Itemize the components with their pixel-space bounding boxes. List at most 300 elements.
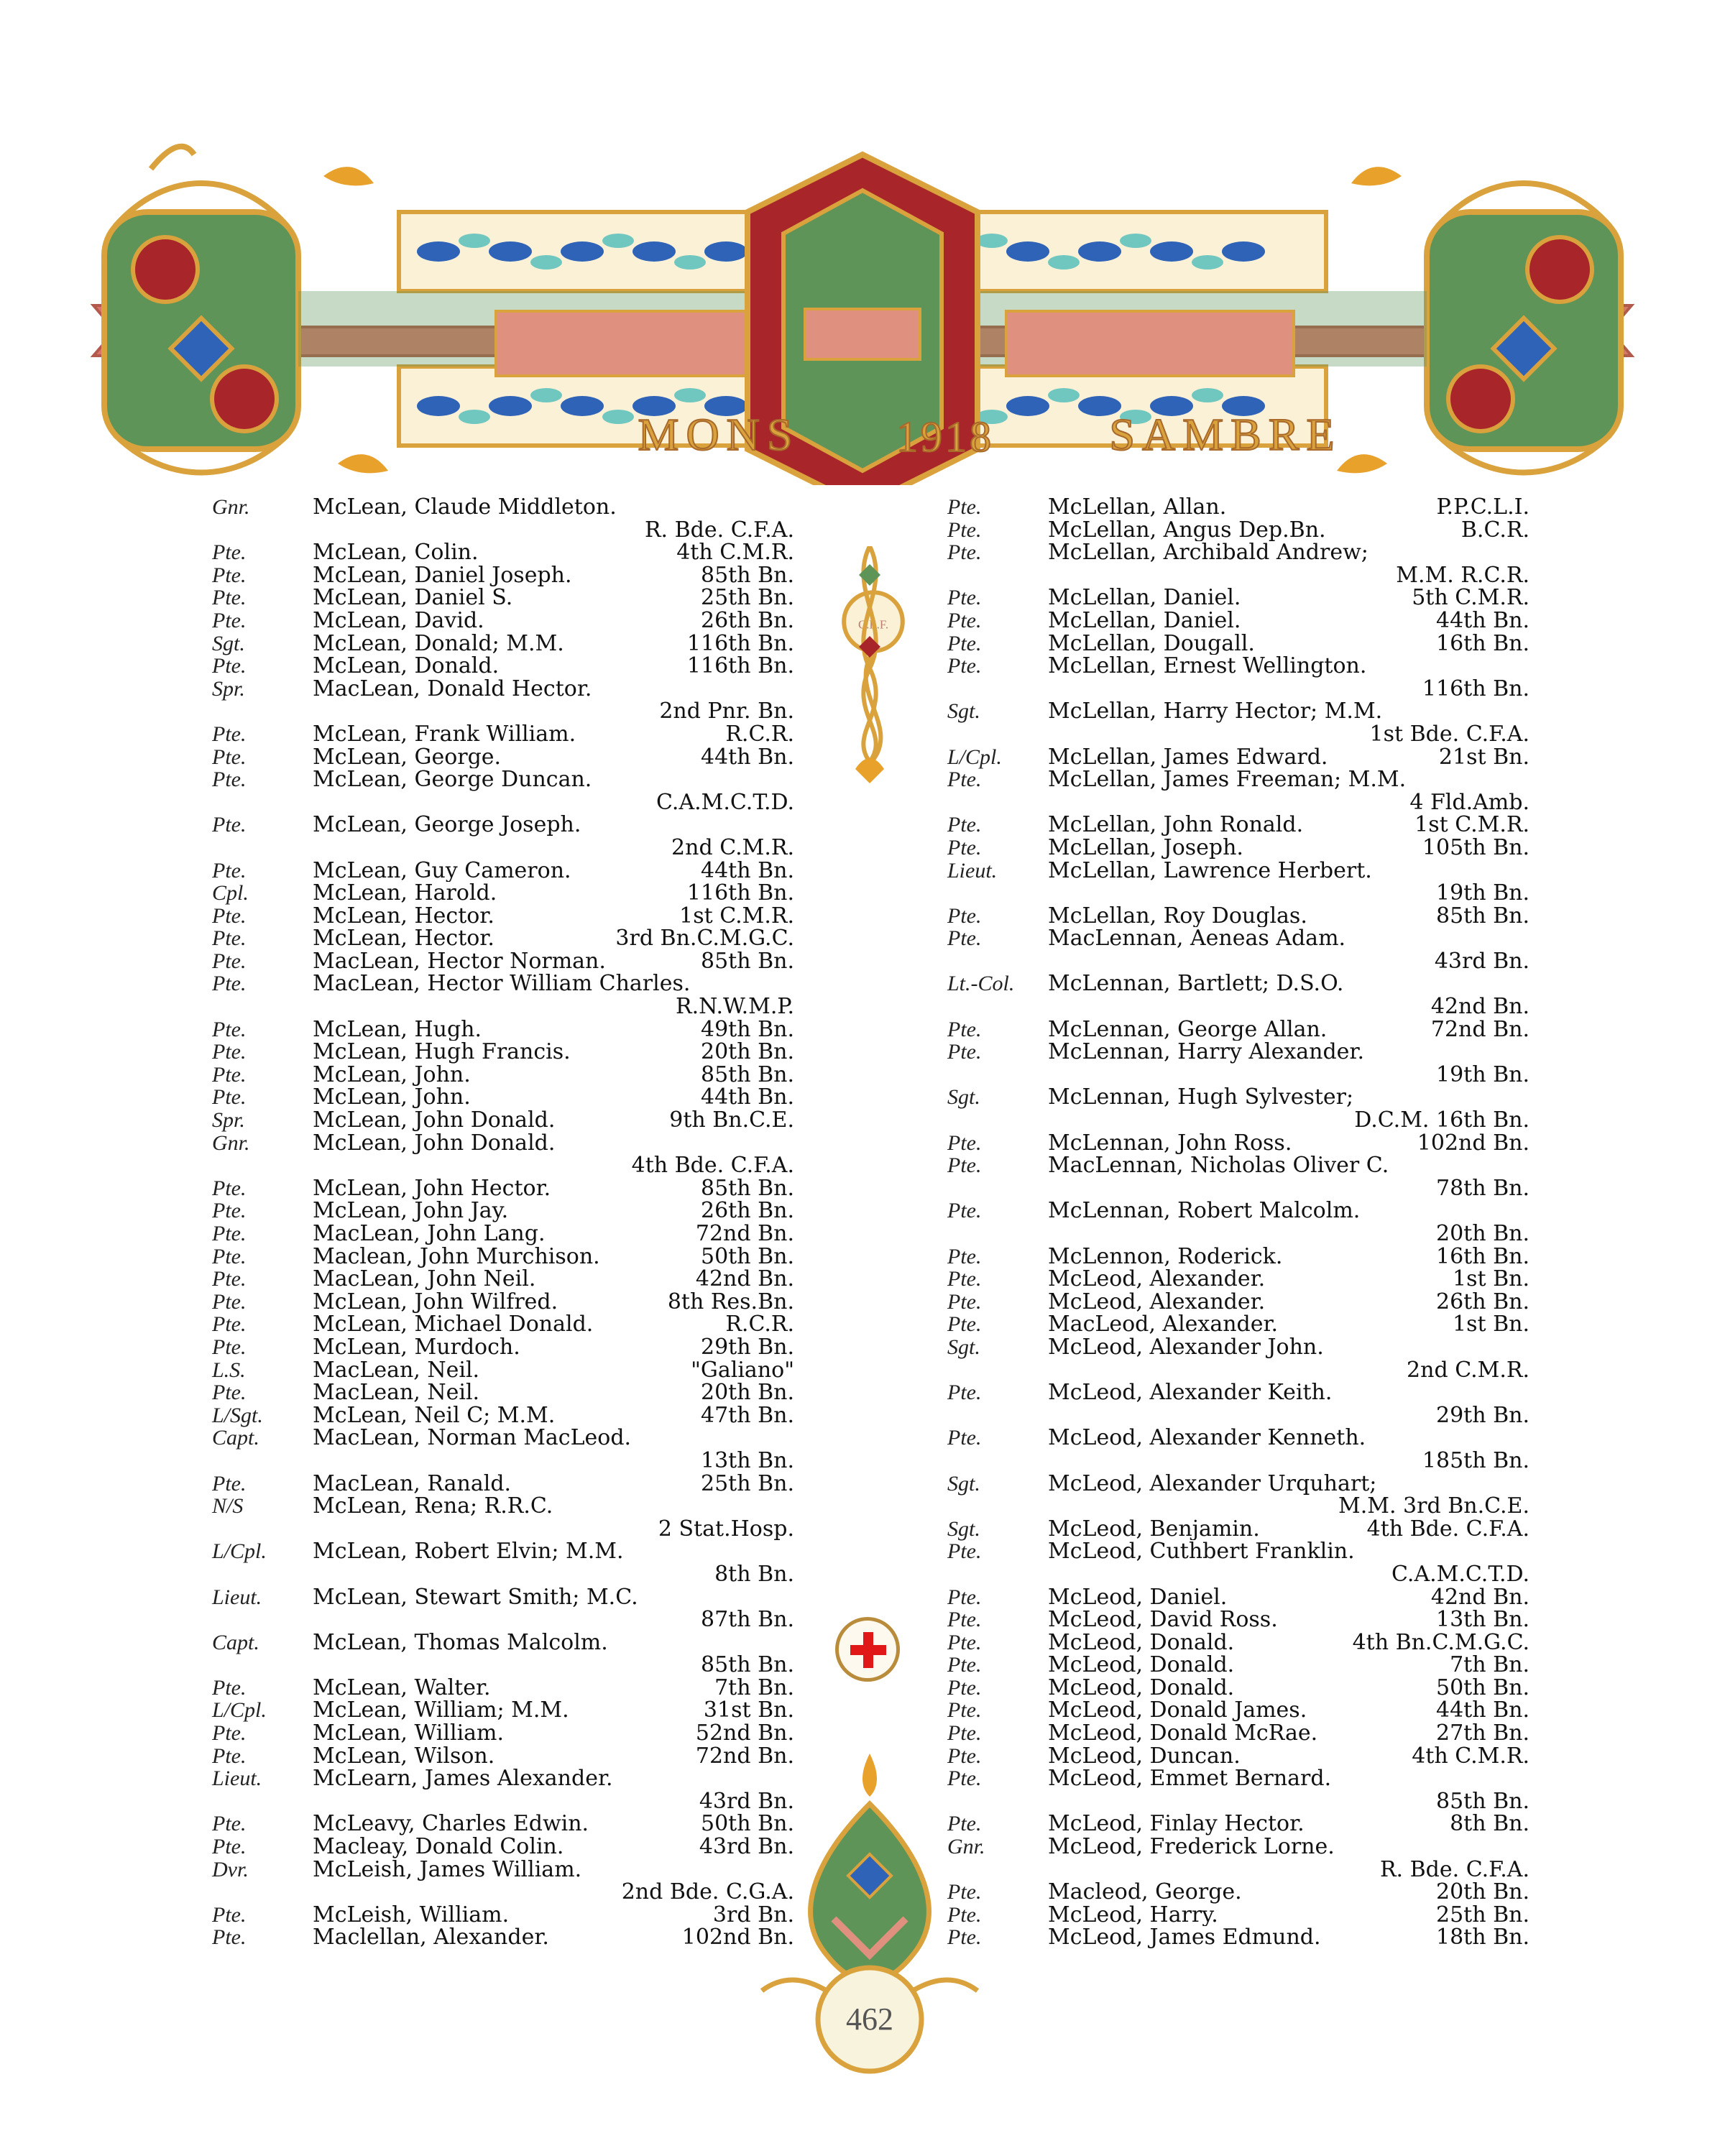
entry-unit-continuation: 2nd Pnr. Bn. <box>659 699 794 724</box>
entry-unit-continuation: 19th Bn. <box>1436 880 1530 906</box>
entry-rank: N/S <box>212 1494 244 1519</box>
entry-unit-continuation: R.N.W.M.P. <box>675 994 794 1020</box>
roll-entry-line <box>947 972 1530 995</box>
entry-name: McLean, Wilson. <box>313 1744 495 1768</box>
roll-entry-line <box>212 1086 794 1109</box>
entry-name: McLean, John. <box>313 1086 471 1110</box>
entry-unit <box>787 1540 794 1563</box>
entry-unit-continuation: 8th Bn. <box>714 1561 794 1587</box>
roll-entry-line <box>947 1745 1530 1768</box>
entry-unit <box>1522 1041 1530 1064</box>
roll-entry <box>212 927 794 950</box>
entry-rank: Lt.-Col. <box>947 972 1015 996</box>
entry-name: McLean, William. <box>313 1722 505 1745</box>
roll-entry <box>947 834 1530 860</box>
entry-name: McLean, Hugh Francis. <box>313 1041 571 1064</box>
entry-unit <box>1522 1767 1530 1790</box>
entry-name: McLean, John Donald. <box>313 1109 556 1132</box>
entry-rank: Pte. <box>947 495 982 519</box>
roll-entry <box>947 972 1530 1018</box>
roll-entry <box>212 1381 794 1404</box>
entry-name: Macleay, Donald Colin. <box>313 1835 564 1858</box>
entry-unit-continuation: 29th Bn. <box>1436 1402 1530 1428</box>
entry-rank: Pte. <box>947 1608 982 1632</box>
roll-entry-line <box>212 1904 794 1927</box>
entry-rank: Pte. <box>947 1040 982 1064</box>
entry-rank: Pte. <box>947 903 982 928</box>
entry-name: McLean, Hugh. <box>313 1018 482 1041</box>
entry-rank: Pte. <box>212 1675 247 1700</box>
entry-rank: Pte. <box>947 1267 982 1291</box>
entry-rank: L/Cpl. <box>212 1698 267 1723</box>
entry-rank: Pte. <box>212 813 247 837</box>
entry-rank: Pte. <box>947 517 982 542</box>
roll-entry-line <box>212 564 794 587</box>
entry-name: McLennan, Robert Malcolm. <box>1048 1199 1361 1222</box>
roll-entry <box>947 1132 1530 1155</box>
entry-rank: L/Cpl. <box>212 1539 267 1564</box>
roll-entry-line <box>947 927 1530 950</box>
entry-unit: 3rd Bn.C.M.G.C. <box>615 926 794 952</box>
roll-entry-line <box>947 1674 1530 1700</box>
entry-rank: L/Cpl. <box>947 745 1002 769</box>
roll-entry-line <box>212 678 794 701</box>
entry-unit <box>1522 972 1530 995</box>
entry-rank: Pte. <box>947 608 982 632</box>
entry-rank: Pte. <box>212 1176 247 1200</box>
entry-rank: Cpl. <box>212 881 249 906</box>
roll-entry-line <box>947 1586 1530 1609</box>
entry-name: McLean, Donald. <box>313 655 500 678</box>
entry-unit: 20th Bn. <box>701 1380 794 1406</box>
roll-column-left <box>212 496 794 1949</box>
entry-unit: 50th Bn. <box>1436 1674 1530 1700</box>
roll-entry-line <box>212 1018 794 1041</box>
entry-unit: 7th Bn. <box>714 1674 794 1700</box>
entry-rank: Pte. <box>947 813 982 837</box>
roll-entry <box>947 632 1530 655</box>
roll-entry <box>212 814 794 859</box>
monogram-text: C.E.F. <box>857 617 889 632</box>
entry-unit: 85th Bn. <box>1436 903 1530 929</box>
roll-entry-line <box>212 1199 794 1222</box>
entry-unit: 116th Bn. <box>686 880 794 906</box>
roll-entry-line <box>212 1699 794 1722</box>
roll-entry <box>212 857 794 883</box>
roll-entry <box>212 972 794 1018</box>
entry-unit: 7th Bn. <box>1450 1652 1530 1678</box>
entry-unit: 116th Bn. <box>686 653 794 679</box>
roll-entry-line <box>947 1881 1530 1904</box>
roll-entry <box>212 1699 794 1722</box>
entry-name: McLellan, Harry Hector; M.M. <box>1048 700 1383 723</box>
entry-unit: 85th Bn. <box>701 1061 794 1087</box>
roll-entry-line <box>947 700 1530 723</box>
entry-rank: Pte. <box>212 858 247 883</box>
entry-unit <box>1522 655 1530 678</box>
roll-entry <box>212 586 794 609</box>
entry-unit-continuation: 19th Bn. <box>1436 1061 1530 1087</box>
entry-unit: 4th Bn.C.M.G.C. <box>1352 1629 1530 1655</box>
roll-entry <box>947 1268 1530 1291</box>
roll-entry-line <box>212 1745 794 1768</box>
roll-entry-line <box>947 1154 1530 1177</box>
roll-entry-line <box>947 632 1530 655</box>
entry-name: MacLean, John Lang. <box>313 1222 546 1245</box>
entry-name: McLeod, Alexander. <box>1048 1268 1266 1291</box>
roll-entry <box>947 1654 1530 1677</box>
entry-name: McLean, Murdoch. <box>313 1335 520 1359</box>
entry-name: McLean, John Donald. <box>313 1131 556 1155</box>
entry-rank: Gnr. <box>212 1130 250 1155</box>
roll-entry <box>212 1018 794 1041</box>
roll-entry-line <box>212 1313 794 1336</box>
roll-entry <box>947 746 1530 769</box>
roll-entry <box>947 541 1530 586</box>
roll-entry <box>947 1199 1530 1245</box>
roll-entry-line <box>947 834 1530 860</box>
entry-unit: 5th C.M.R. <box>1412 585 1530 611</box>
illuminated-banner <box>79 126 1646 485</box>
roll-entry-line <box>947 905 1530 928</box>
roll-entry <box>212 1245 794 1268</box>
entry-unit: 1st Bn. <box>1453 1266 1530 1292</box>
entry-name: McLean, William; M.M. <box>313 1699 569 1723</box>
roll-entry-line <box>947 768 1530 791</box>
entry-name: McLean, Robert Elvin; M.M. <box>313 1540 624 1563</box>
entry-name: McLellan, Joseph. <box>1048 836 1243 860</box>
roll-entry-line <box>947 1245 1530 1268</box>
entry-name: McLennan, Bartlett; D.S.O. <box>1048 972 1344 996</box>
entry-rank: Pte. <box>212 903 247 928</box>
entry-unit: 42nd Bn. <box>695 1266 794 1292</box>
entry-rank: Pte. <box>947 1312 982 1337</box>
roll-entry-line <box>212 1427 794 1450</box>
entry-unit <box>787 814 794 837</box>
roll-entry <box>947 586 1530 609</box>
entry-unit-continuation: 2nd Bde. C.G.A. <box>621 1879 794 1905</box>
entry-unit: 16th Bn. <box>1436 1243 1530 1269</box>
entry-unit <box>1522 927 1530 950</box>
roll-entry-line <box>947 1540 1530 1563</box>
roll-entry <box>947 496 1530 519</box>
entry-rank: Pte. <box>212 654 247 678</box>
entry-name: McLean, Michael Donald. <box>313 1313 594 1336</box>
roll-entry <box>947 1586 1530 1609</box>
roll-entry <box>212 1359 794 1382</box>
entry-unit: 1st Bn. <box>1453 1312 1530 1337</box>
roll-entry <box>212 1722 794 1745</box>
entry-unit-continuation: 2 Stat.Hosp. <box>658 1516 794 1542</box>
entry-rank: Gnr. <box>212 495 250 519</box>
entry-unit: 85th Bn. <box>701 562 794 588</box>
entry-name: McLeod, Finlay Hector. <box>1048 1812 1305 1836</box>
roll-entry <box>947 1313 1530 1336</box>
entry-unit: 72nd Bn. <box>1430 1016 1530 1042</box>
roll-entry-line <box>212 609 794 632</box>
roll-entry-line <box>947 1812 1530 1835</box>
entry-unit: 4th C.M.R. <box>676 540 794 566</box>
roll-entry-line <box>947 1336 1530 1359</box>
entry-rank: Sgt. <box>947 1085 980 1110</box>
roll-entry <box>947 1904 1530 1927</box>
roll-entry-line <box>212 1586 794 1609</box>
roll-entry <box>212 496 794 541</box>
roll-entry <box>212 905 794 928</box>
entry-name: McLean, Daniel Joseph. <box>313 563 572 587</box>
roll-entry-line <box>947 609 1530 632</box>
entry-rank: Sgt. <box>947 699 980 724</box>
entry-rank: Pte. <box>947 1653 982 1677</box>
roll-entry-line <box>947 746 1530 769</box>
entry-name: McLearn, James Alexander. <box>313 1767 613 1790</box>
entry-name: McLean, John. <box>313 1063 471 1087</box>
entry-unit: 52nd Bn. <box>695 1720 794 1746</box>
banner-word-left: MONS <box>638 409 800 460</box>
roll-entry-line <box>947 1199 1530 1222</box>
roll-entry <box>947 1086 1530 1131</box>
roll-entry <box>947 519 1530 542</box>
entry-unit: R.C.R. <box>725 1312 794 1337</box>
roll-entry-line <box>212 632 794 655</box>
entry-rank: Pte. <box>212 1721 247 1746</box>
roll-entry <box>212 1631 794 1677</box>
roll-entry <box>212 723 794 746</box>
entry-name: McLennan, Hugh Sylvester; <box>1048 1086 1354 1110</box>
entry-name: McLean, Daniel S. <box>313 586 513 609</box>
entry-unit: 72nd Bn. <box>695 1743 794 1769</box>
entry-name: McLennan, John Ross. <box>1048 1131 1292 1155</box>
roll-entry <box>212 541 794 564</box>
entry-unit: 43rd Bn. <box>699 1834 794 1860</box>
roll-entry-line <box>947 1835 1530 1858</box>
entry-unit <box>1522 1336 1530 1359</box>
entry-unit: 1st C.M.R. <box>1414 812 1530 838</box>
roll-entry-line <box>212 1767 794 1790</box>
entry-unit-continuation: C.A.M.C.T.D. <box>656 789 794 815</box>
roll-entry-line <box>212 1540 794 1563</box>
entry-unit <box>1522 1086 1530 1109</box>
entry-unit: 13th Bn. <box>1436 1607 1530 1633</box>
roll-entry-line <box>947 1904 1530 1927</box>
roll-entry <box>947 1154 1530 1199</box>
roll-entry <box>212 1336 794 1359</box>
roll-entry-line <box>212 1470 794 1496</box>
entry-unit: 102nd Bn. <box>1417 1130 1530 1156</box>
entry-unit <box>1522 1540 1530 1563</box>
entry-name: McLean, Thomas Malcolm. <box>313 1631 608 1654</box>
roll-entry-line <box>212 1041 794 1064</box>
roll-entry <box>212 1291 794 1314</box>
roll-entry <box>947 1835 1530 1881</box>
entry-name: MacLean, John Neil. <box>313 1268 536 1291</box>
entry-rank: Pte. <box>947 586 982 610</box>
banner-word-right: SAMBRE <box>1109 409 1342 460</box>
entry-unit: 3rd Bn. <box>712 1902 794 1927</box>
roll-entry-line <box>947 519 1530 542</box>
roll-entry <box>947 1381 1530 1427</box>
entry-name: McLellan, Daniel. <box>1048 609 1241 632</box>
roll-entry <box>212 1745 794 1768</box>
entry-rank: Pte. <box>947 926 982 951</box>
entry-rank: Pte. <box>212 586 247 610</box>
entry-name: McLean, David. <box>313 609 484 632</box>
roll-entry <box>212 1904 794 1927</box>
roll-entry-line <box>212 950 794 973</box>
banner-artwork <box>79 126 1646 485</box>
roll-entry <box>212 1222 794 1245</box>
entry-name: McLeod, David Ross. <box>1048 1608 1278 1631</box>
entry-name: McLean, George. <box>313 745 502 769</box>
left-knot-ornament <box>104 147 298 473</box>
entry-unit <box>1522 1199 1530 1222</box>
roll-entry-line <box>212 1336 794 1359</box>
roll-entry <box>212 1132 794 1177</box>
roll-entry-line <box>947 1608 1530 1631</box>
roll-entry <box>947 768 1530 814</box>
entry-name: McLennan, Harry Alexander. <box>1048 1041 1365 1064</box>
entry-unit: 85th Bn. <box>701 948 794 974</box>
roll-entry-line <box>947 655 1530 678</box>
roll-entry-line <box>212 768 794 791</box>
entry-name: MacLean, Neil. <box>313 1381 480 1404</box>
entry-rank: Pte. <box>212 1267 247 1291</box>
entry-unit: 116th Bn. <box>686 630 794 656</box>
roll-entry <box>947 1926 1530 1949</box>
entry-name: McLellan, Lawrence Herbert. <box>1048 859 1372 883</box>
entry-rank: Pte. <box>947 654 982 678</box>
roll-entry <box>947 1745 1530 1768</box>
roll-entry <box>947 814 1530 837</box>
entry-rank: Pte. <box>212 1471 247 1496</box>
entry-rank: Pte. <box>212 1925 247 1950</box>
entry-rank: Pte. <box>947 835 982 860</box>
entry-unit <box>1522 768 1530 791</box>
entry-name: McLean, John Hector. <box>313 1176 551 1200</box>
entry-rank: Pte. <box>212 972 247 996</box>
roll-entry-line <box>212 927 794 950</box>
roll-entry-line <box>212 723 794 746</box>
entry-rank: Pte. <box>947 1426 982 1450</box>
entry-name: MacLennan, Nicholas Oliver C. <box>1048 1154 1389 1177</box>
roll-entry-line <box>947 541 1530 564</box>
roll-entry <box>212 1586 794 1631</box>
roll-entry <box>947 1631 1530 1654</box>
entry-rank: Pte. <box>947 1381 982 1405</box>
entry-name: McLellan, Angus Dep.Bn. <box>1048 518 1326 542</box>
entry-name: McLean, Claude Middleton. <box>313 496 617 519</box>
entry-unit: 44th Bn. <box>1436 607 1530 633</box>
roll-entry-line <box>947 1381 1530 1404</box>
entry-name: McLean, Neil C; M.M. <box>313 1404 556 1427</box>
centre-knot-ornament <box>845 546 895 783</box>
roll-entry-line <box>947 1473 1530 1496</box>
roll-entry <box>947 700 1530 745</box>
entry-rank: Sgt. <box>947 1335 980 1359</box>
entry-rank: Lieut. <box>212 1585 262 1609</box>
entry-rank: Pte. <box>947 631 982 655</box>
entry-name: McLeavy, Charles Edwin. <box>313 1812 589 1836</box>
roll-entry <box>212 632 794 655</box>
roll-entry-line <box>212 1061 794 1087</box>
entry-rank: Gnr. <box>947 1835 985 1859</box>
entry-name: McLeod, Daniel. <box>1048 1585 1228 1609</box>
entry-rank: Pte. <box>212 926 247 951</box>
entry-name: McLeod, Donald. <box>1048 1654 1235 1677</box>
roll-entry <box>212 746 794 769</box>
entry-unit: 18th Bn. <box>1436 1925 1530 1950</box>
entry-unit: 44th Bn. <box>1436 1697 1530 1723</box>
roll-entry <box>947 1473 1530 1518</box>
entry-unit: 72nd Bn. <box>695 1221 794 1246</box>
roll-entry-line <box>212 586 794 609</box>
roll-entry-line <box>212 1835 794 1858</box>
roll-entry <box>212 1674 794 1700</box>
entry-rank: Pte. <box>947 1289 982 1314</box>
roll-entry-line <box>947 1132 1530 1155</box>
roll-entry-line <box>212 1177 794 1200</box>
entry-rank: Sgt. <box>947 1516 980 1541</box>
entry-name: MacLean, Hector Norman. <box>313 949 606 973</box>
entry-name: McLeod, Donald. <box>1048 1676 1235 1700</box>
roll-entry <box>947 1245 1530 1268</box>
entry-unit: 102nd Bn. <box>681 1925 794 1950</box>
entry-rank: Pte. <box>947 1743 982 1768</box>
roll-entry <box>947 860 1530 905</box>
entry-unit: 42nd Bn. <box>1430 1584 1530 1610</box>
entry-rank: Pte. <box>212 1902 247 1927</box>
roll-entry-line <box>212 496 794 519</box>
entry-unit: 29th Bn. <box>701 1334 794 1360</box>
roll-entry <box>212 1495 794 1540</box>
entry-name: McLean, Guy Cameron. <box>313 859 571 883</box>
entry-rank: Pte. <box>212 1199 247 1223</box>
entry-unit <box>787 1631 794 1654</box>
entry-rank: Pte. <box>212 1062 247 1087</box>
entry-unit: P.P.C.L.I. <box>1436 494 1530 520</box>
entry-name: McLellan, Roy Douglas. <box>1048 904 1307 928</box>
entry-unit: 4th C.M.R. <box>1412 1743 1530 1769</box>
entry-unit-continuation: R. Bde. C.F.A. <box>644 517 794 543</box>
entry-name: McLeod, Alexander. <box>1048 1290 1266 1314</box>
entry-name: McLellan, James Edward. <box>1048 745 1328 769</box>
entry-name: McLeod, Frederick Lorne. <box>1048 1835 1335 1858</box>
entry-name: McLeod, Donald McRae. <box>1048 1722 1318 1745</box>
roll-entry-line <box>947 1631 1530 1654</box>
entry-unit: 1st C.M.R. <box>679 903 794 929</box>
entry-name: McLeod, Duncan. <box>1048 1744 1241 1768</box>
roll-entry <box>212 1540 794 1585</box>
roll-entry <box>947 1291 1530 1314</box>
roll-entry-line <box>947 1041 1530 1064</box>
entry-unit: 25th Bn. <box>701 585 794 611</box>
roll-entry <box>212 882 794 905</box>
entry-name: McLeod, Donald James. <box>1048 1699 1307 1723</box>
entry-rank: Pte. <box>212 540 247 565</box>
roll-entry <box>947 1767 1530 1812</box>
entry-unit: 49th Bn. <box>701 1016 794 1042</box>
roll-entry <box>212 564 794 587</box>
roll-entry-line <box>212 1381 794 1404</box>
entry-unit: 44th Bn. <box>701 744 794 770</box>
entry-unit-continuation: 116th Bn. <box>1422 676 1530 701</box>
entry-rank: Pte. <box>947 1585 982 1609</box>
entry-unit-continuation: M.M. R.C.R. <box>1396 562 1530 588</box>
entry-rank: Pte. <box>212 1835 247 1859</box>
entry-rank: Pte. <box>212 745 247 769</box>
entry-unit: 44th Bn. <box>701 857 794 883</box>
entry-unit <box>1522 1473 1530 1496</box>
